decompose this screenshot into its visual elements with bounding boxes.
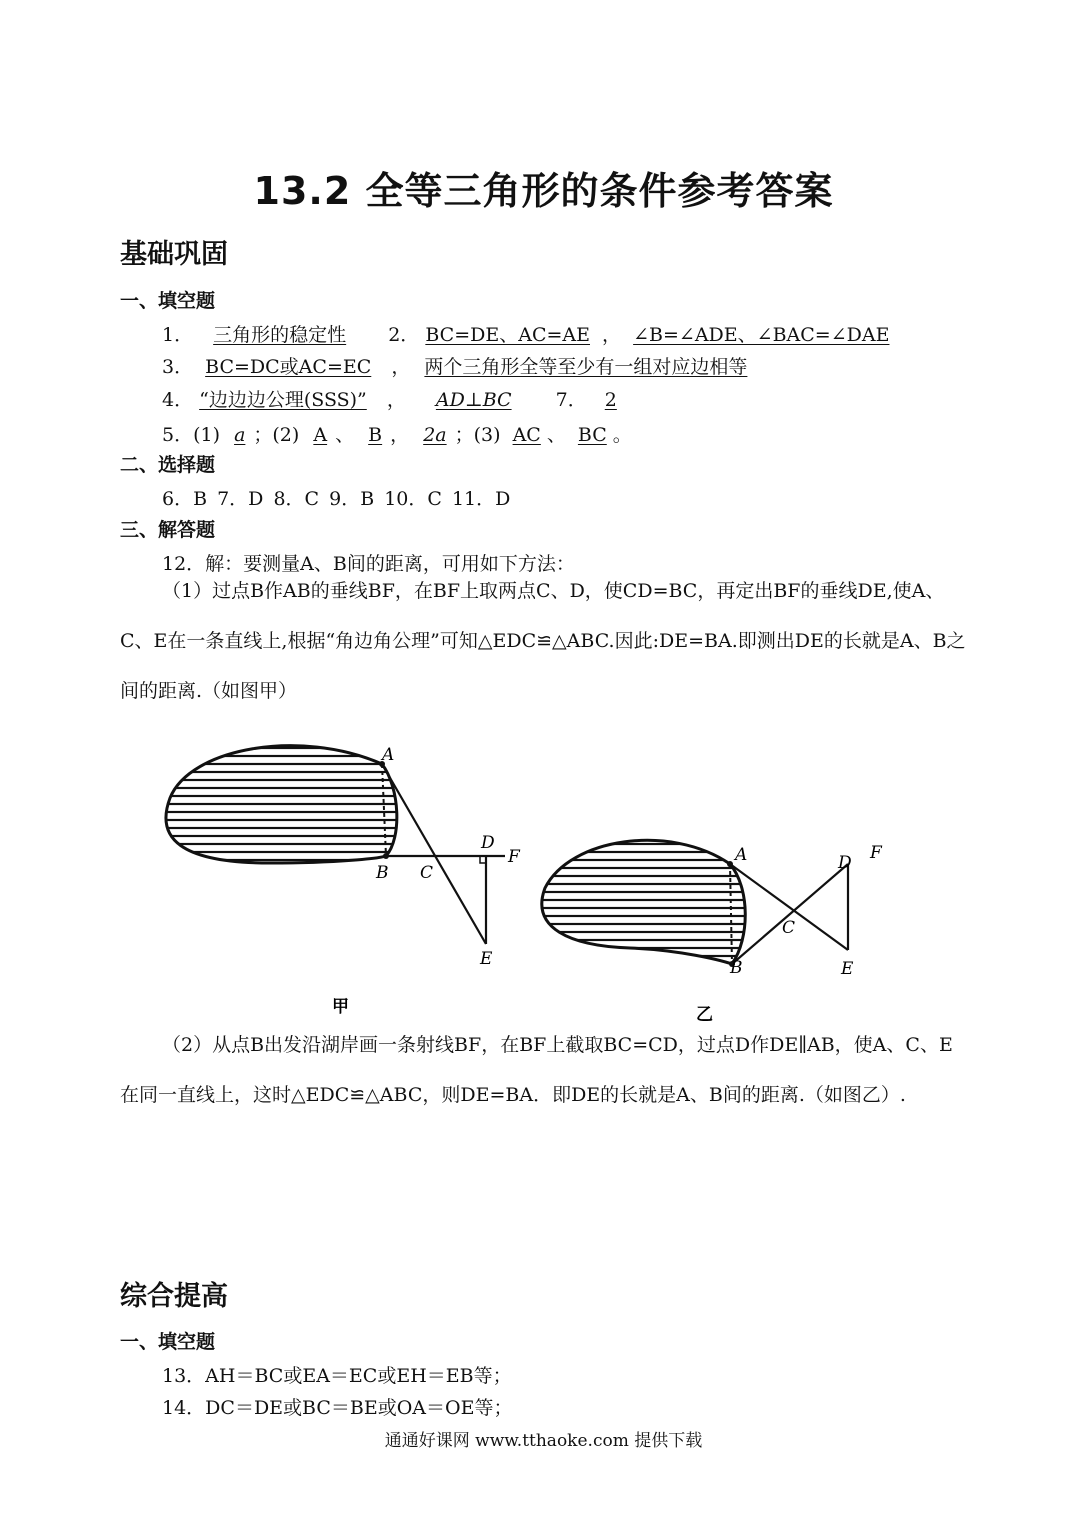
- q5-sep-2: 、: [335, 424, 355, 446]
- q12-intro: 12．解：要测量A、B间的距离，可用如下方法：: [162, 553, 575, 575]
- q2-sep: ，: [602, 324, 622, 346]
- label-e-left: E: [480, 949, 493, 969]
- q1-answer: 三角形的稳定性: [213, 324, 347, 346]
- label-e-right: E: [841, 959, 854, 979]
- page-title: 13.2 全等三角形的条件参考答案: [253, 169, 834, 213]
- label-b-left: B: [376, 863, 389, 883]
- q2-answer-b: ∠B=∠ADE、∠BAC=∠DAE: [633, 324, 890, 346]
- q5-answer-1: a: [234, 424, 246, 446]
- figure-jia: [166, 745, 521, 1017]
- q4-sep: ，: [386, 389, 406, 411]
- label-c-right: C: [782, 918, 796, 938]
- line-ae-left: [382, 764, 486, 944]
- label-f-left: F: [508, 847, 520, 867]
- q7-number: 7．: [555, 389, 587, 411]
- label-d-left: D: [481, 833, 495, 853]
- q3-number: 3．: [162, 356, 194, 378]
- q2-number: 2．: [388, 324, 420, 346]
- answer-line-5: [162, 420, 632, 447]
- subheading-fill: 一、填空题: [120, 290, 216, 312]
- label-c-left: C: [420, 863, 434, 883]
- q3-sep: ，: [391, 356, 411, 378]
- label-a-right: A: [735, 845, 748, 865]
- answer-line-1: [162, 320, 889, 347]
- section-heading-basic: 基础巩固: [120, 239, 228, 270]
- q5-answer-5: AC: [512, 424, 541, 446]
- q5-answer-6: BC: [577, 424, 607, 446]
- q5-answer-3: B: [368, 424, 383, 446]
- label-a-left: A: [382, 745, 395, 765]
- figure-yi: [542, 840, 883, 1025]
- label-b-right: B: [730, 958, 743, 978]
- answer-13: 13．AH＝BC或EA＝EC或EH＝EB等；: [162, 1365, 512, 1387]
- q5-sep-4: ；(3): [454, 424, 501, 446]
- q1-number: 1．: [162, 324, 194, 346]
- q4-answer-a: “边边边公理(SSS)”: [199, 389, 367, 411]
- q12-method-2: （2）从点B出发沿湖岸画一条射线BF，在BF上截取BC=CD，过点D作DE∥AB，使A、C、E在同一直线上，这时△EDC≌△ABC，则DE=BA．即DE的长就是A、B间的距离.（如图乙）.: [120, 1034, 953, 1106]
- section-heading-advanced: 综合提高: [120, 1281, 228, 1312]
- caption-yi: 乙: [696, 1005, 713, 1025]
- q5-number: 5．(1): [162, 424, 221, 446]
- q4-number: 4．: [162, 389, 194, 411]
- q3-answer-a: BC=DC或AC=EC: [205, 356, 372, 378]
- choice-answers: 6．B 7．D 8．C 9．B 10．C 11．D: [162, 488, 511, 510]
- subheading-fill-2: 一、填空题: [120, 1331, 216, 1353]
- answer-14: 14．DC＝DE或BC＝BE或OA＝OE等；: [162, 1397, 513, 1419]
- q5-sep-1: ；(2): [253, 424, 300, 446]
- q5-sep-5: 、: [546, 424, 566, 446]
- answer-line-4: [162, 385, 629, 412]
- q4-answer-b: AD⊥BC: [435, 389, 512, 411]
- q5-sep-6: 。: [612, 424, 632, 446]
- label-d-right: D: [838, 853, 852, 873]
- answer-line-3: [162, 352, 747, 379]
- q5-answer-2: A: [313, 424, 328, 446]
- q2-answer-a: BC=DE、AC=AE: [425, 324, 590, 346]
- q7-answer: 2: [604, 389, 617, 411]
- q12-method-1: （1）过点B作AB的垂线BF，在BF上取两点C、D，使CD=BC，再定出BF的垂线DE,使A、C、E在一条直线上,根据“角边角公理”可知△EDC≌△ABC.因此:DE=BA.即测出DE的长就是A、B之间的距离.（如图甲）: [120, 580, 966, 702]
- q3-answer-b: 两个三角形全等至少有一组对应边相等: [424, 356, 748, 378]
- q5-answer-4: 2a: [423, 424, 447, 446]
- lake-shape-right: [542, 840, 748, 964]
- lake-shape-left: [166, 746, 397, 863]
- figures-diagram: [150, 728, 930, 1028]
- caption-jia: 甲: [332, 997, 349, 1017]
- subheading-choice: 二、选择题: [120, 454, 216, 476]
- q5-sep-3: ，: [390, 424, 410, 446]
- subheading-solve: 三、解答题: [120, 519, 216, 541]
- label-f-right: F: [870, 843, 882, 863]
- footer: 通通好课网 www.tthaoke.com 提供下载: [384, 1431, 703, 1451]
